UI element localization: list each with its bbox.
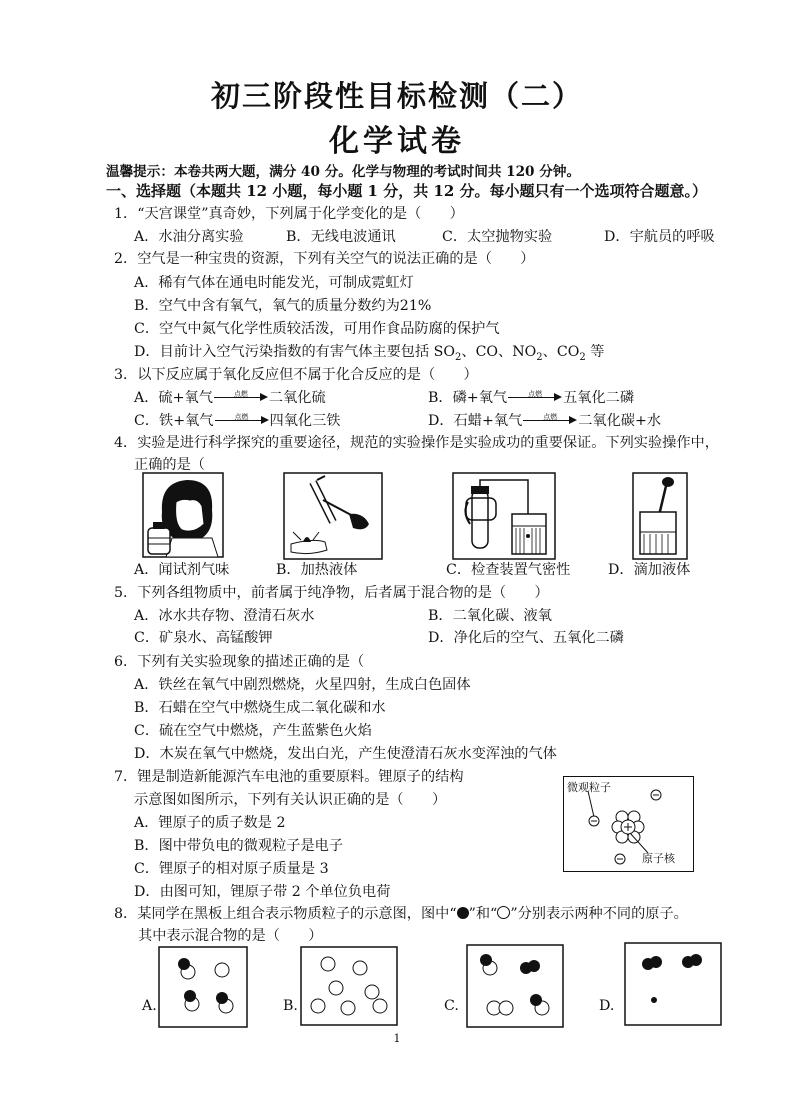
q4-option-a: A．闻试剂气味 <box>134 562 230 578</box>
reaction-arrow <box>508 391 562 405</box>
q3-b-left: B．磷+氧气 <box>428 390 508 406</box>
q2-d-text-2: 、CO、NO <box>461 344 537 360</box>
q1-option-b: B．无线电波通讯 <box>286 229 396 245</box>
white-atom-icon <box>497 906 510 919</box>
reaction-condition: 点燃 <box>528 390 543 398</box>
q1-stem: 1．“天宫课堂”真奇妙，下列属于化学变化的是（ ） <box>114 206 464 222</box>
smell-reagent-illustration <box>142 472 224 558</box>
q5-option-b: B．二氧化碳、液氧 <box>428 608 552 624</box>
fig-label-nucleus: 原子核 <box>642 852 675 865</box>
fig-label-particle: 微观粒子 <box>567 781 611 794</box>
black-atom-icon <box>457 907 469 919</box>
q8-stem-part1: 8．某同学在黑板上组合表示物质粒子的示意图，图中“ <box>114 906 457 922</box>
q6-option-b: B．石蜡在空气中燃烧生成二氧化碳和水 <box>134 700 386 716</box>
exam-subtitle: 化学试卷 <box>329 124 465 159</box>
q2-option-c: C．空气中氮气化学性质较活泼，可用作食品防腐的保护气 <box>134 321 500 337</box>
q1-option-d: D．宇航员的呼吸 <box>604 229 715 245</box>
tip-text: 温馨提示：本卷共两大题，满分 40 分。化学与物理的考试时间共 120 分钟。 <box>106 164 581 180</box>
q8-label-c: C. <box>444 998 459 1014</box>
q8-stem-line1 <box>114 904 688 924</box>
reaction-arrow <box>214 391 268 405</box>
q8-box-d <box>624 942 722 1026</box>
q4-stem-line1: 4．实验是进行科学探究的重要途径，规范的实验操作是实验成功的重要保证。下列实验操作中， <box>114 435 719 451</box>
q3-a-left: A．硫+氧气 <box>134 390 213 406</box>
q6-option-c: C．硫在空气中燃烧，产生蓝紫色火焰 <box>134 723 372 739</box>
page-number: 1 <box>393 1032 401 1045</box>
reaction-arrow <box>523 414 577 428</box>
q3-option-a <box>134 388 326 408</box>
q6-stem: 6．下列有关实验现象的描述正确的是（ <box>114 654 365 670</box>
q8-stem-part2: ”和“ <box>468 906 498 922</box>
q5-option-d: D．净化后的空气、五氧化二磷 <box>428 630 624 646</box>
q3-a-right: 二氧化硫 <box>268 390 326 406</box>
q7-option-c: C．锂原子的相对原子质量是 3 <box>134 861 329 877</box>
q5-option-c: C．矿泉水、高锰酸钾 <box>134 630 273 646</box>
q4-option-c: C．检查装置气密性 <box>446 562 571 578</box>
q3-c-right: 四氧化三铁 <box>269 413 341 429</box>
q3-d-left: D．石蜡+氧气 <box>428 413 523 429</box>
q3-option-c <box>134 411 340 431</box>
q8-box-a <box>158 946 248 1028</box>
q4-stem-line2: 正确的是（ <box>134 457 205 473</box>
q7-option-b: B．图中带负电的微观粒子是电子 <box>134 838 344 854</box>
q3-d-right: 二氧化碳+水 <box>578 413 662 429</box>
reaction-condition: 点燃 <box>543 413 558 421</box>
q3-b-right: 五氧化二磷 <box>563 390 635 406</box>
q5-stem: 5．下列各组物质中，前者属于纯净物，后者属于混合物的是（ ） <box>114 585 549 601</box>
q2-d-text-4: 等 <box>585 344 605 360</box>
q2-d-sub: 2 <box>536 351 543 363</box>
q7-stem-line1: 7．锂是制造新能源汽车电池的重要原料。锂原子的结构 <box>114 769 464 785</box>
reaction-condition: 点燃 <box>233 390 248 398</box>
q8-box-b <box>300 946 398 1026</box>
atom-diagram <box>564 777 693 871</box>
q4-option-d: D．滴加液体 <box>608 562 691 578</box>
q3-stem: 3．以下反应属于氧化反应但不属于化合反应的是（ ） <box>114 367 478 383</box>
q4-option-b: B．加热液体 <box>276 562 358 578</box>
q8-label-b: B. <box>283 998 298 1014</box>
q2-option-b: B．空气中含有氧气，氧气的质量分数约为21% <box>134 298 432 314</box>
q2-stem: 2．空气是一种宝贵的资源，下列有关空气的说法正确的是（ ） <box>114 251 535 267</box>
q8-label-a: A. <box>142 998 157 1014</box>
q2-d-sub: 2 <box>579 351 586 363</box>
q1-option-c: C．太空抛物实验 <box>442 229 553 245</box>
q2-d-text-1: D．目前计入空气污染指数的有害气体主要包括 SO <box>134 344 455 360</box>
q2-d-sub: 2 <box>455 351 462 363</box>
reaction-arrow <box>215 414 269 428</box>
airtightness-check-illustration <box>452 472 556 560</box>
q7-option-d: D．由图可知，锂原子带 2 个单位负电荷 <box>134 884 391 900</box>
q7-option-a: A．锂原子的质子数是 2 <box>134 815 286 831</box>
q8-label-d: D. <box>599 998 615 1014</box>
q2-d-text-3: 、CO <box>542 344 580 360</box>
lithium-atom-figure <box>563 776 694 872</box>
heat-liquid-illustration <box>283 472 383 560</box>
q7-stem-line2: 示意图如图所示，下列有关认识正确的是（ ） <box>134 792 447 808</box>
reaction-condition: 点燃 <box>234 413 249 421</box>
q3-option-d <box>428 411 661 431</box>
exam-title: 初三阶段性目标检测（二） <box>210 79 583 113</box>
q8-stem-line2: 其中表示混合物的是（ ） <box>138 928 323 944</box>
q8-stem-part3: ”分别表示两种不同的原子。 <box>510 906 688 922</box>
q5-option-a: A．冰水共存物、澄清石灰水 <box>134 608 315 624</box>
q1-option-a: A．水油分离实验 <box>134 229 244 245</box>
q2-option-d <box>134 342 604 368</box>
q3-c-left: C．铁+氧气 <box>134 413 214 429</box>
q8-box-c <box>466 944 564 1028</box>
q2-option-a: A．稀有气体在通电时能发光，可制成霓虹灯 <box>134 275 414 291</box>
drop-liquid-illustration <box>632 472 688 560</box>
section1-heading: 一、选择题（本题共 12 小题，每小题 1 分，共 12 分。每小题只有一个选项符合题意。） <box>106 182 708 200</box>
q6-option-d: D．木炭在氧气中燃烧，发出白光，产生使澄清石灰水变浑浊的气体 <box>134 746 557 762</box>
q6-option-a: A．铁丝在氧气中剧烈燃烧，火星四射，生成白色固体 <box>134 677 471 693</box>
q3-option-b <box>428 388 634 408</box>
